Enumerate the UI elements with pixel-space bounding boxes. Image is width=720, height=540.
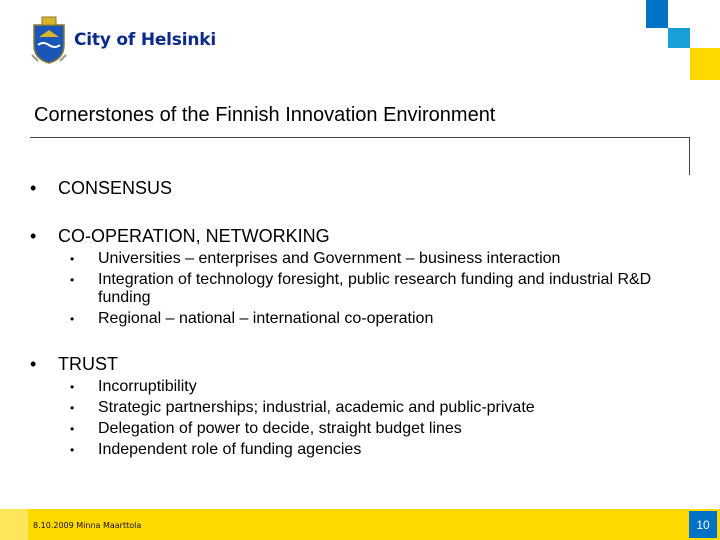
- title-divider: [30, 137, 690, 138]
- logo-text: City of Helsinki: [74, 30, 216, 50]
- sub-bullet-text: Integration of technology foresight, public research funding and industrial R&D funding: [98, 271, 652, 306]
- bullet-icon: •: [30, 354, 37, 374]
- sub-list-item: [70, 310, 690, 328]
- sub-list: [70, 250, 690, 328]
- city-logo: [30, 15, 216, 65]
- sub-bullet-text: Delegation of power to decide, straight budget lines: [98, 420, 462, 437]
- sub-bullet-text: Independent role of funding agencies: [98, 441, 362, 458]
- bullet-text: TRUST: [58, 354, 118, 374]
- sub-bullet-text: Regional – national – international co-operation: [98, 310, 434, 327]
- bullet-text: CO-OPERATION, NETWORKING: [58, 226, 330, 246]
- sub-list-item: [70, 420, 690, 438]
- bullet-icon: •: [70, 401, 75, 415]
- decor-square-white: [668, 0, 690, 28]
- sub-list-item: [70, 271, 690, 307]
- footer-date-author: 8.10.2009 Minna Maarttola: [33, 521, 142, 530]
- bullet-icon: •: [70, 312, 75, 326]
- sub-list-item: [70, 399, 690, 417]
- bullet-icon: •: [70, 380, 75, 394]
- bullet-icon: •: [70, 443, 75, 457]
- sub-bullet-text: Incorruptibility: [98, 378, 197, 395]
- bullet-icon: •: [70, 273, 75, 287]
- bullet-icon: •: [30, 226, 37, 246]
- helsinki-crest-icon: [30, 15, 68, 65]
- bullet-icon: •: [70, 252, 75, 266]
- page-number: 10: [689, 511, 717, 538]
- decor-square-lightblue: [668, 28, 690, 48]
- sub-list-item: [70, 441, 690, 459]
- bullet-icon: •: [30, 178, 37, 198]
- slide-title: Cornerstones of the Finnish Innovation Environment: [34, 104, 496, 126]
- list-item: [30, 352, 690, 376]
- list-item: [30, 176, 690, 200]
- sub-bullet-text: Strategic partnerships; industrial, academic and public-private: [98, 399, 535, 416]
- decor-square-white: [690, 0, 720, 28]
- sub-list: [70, 378, 690, 459]
- sub-list-item: [70, 378, 690, 396]
- bullet-icon: •: [70, 422, 75, 436]
- decor-square-white: [690, 28, 720, 48]
- title-divider-end: [689, 137, 690, 175]
- bullet-text: CONSENSUS: [58, 178, 173, 198]
- list-item: [30, 224, 690, 248]
- sub-list-item: [70, 250, 690, 268]
- decor-square-blue: [646, 0, 668, 28]
- footer-accent: [0, 509, 28, 540]
- sub-bullet-text: Universities – enterprises and Government – business interaction: [98, 250, 561, 267]
- decor-square-yellow: [690, 48, 720, 80]
- bullet-list: [30, 176, 690, 462]
